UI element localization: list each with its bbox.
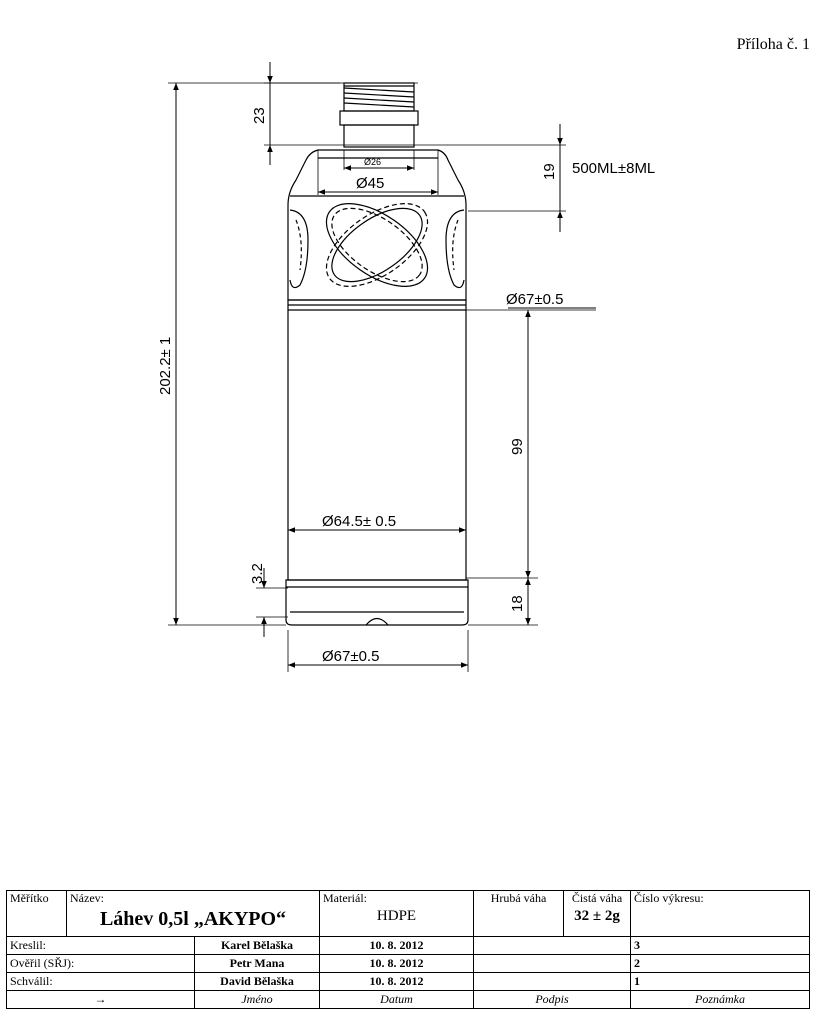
name-cell xyxy=(67,891,320,937)
label-volume: 500ML±8ML xyxy=(572,160,656,177)
net-weight-value: 32 ± 2g xyxy=(574,908,620,924)
extension-lines xyxy=(168,83,596,672)
dimension-lines xyxy=(176,62,596,665)
neck-thread xyxy=(344,83,414,111)
label-inner-diameter: Ø26 xyxy=(364,157,382,167)
shoulder xyxy=(288,150,466,300)
signature-cell xyxy=(474,973,631,991)
signature-cell xyxy=(474,955,631,973)
footer-date: Datum xyxy=(320,991,474,1009)
label-neck-height: 23 xyxy=(251,107,268,124)
arrow-icon: → xyxy=(7,991,195,1009)
approval-row xyxy=(7,973,810,991)
label-base-diameter: Ø67±0.5 xyxy=(322,648,380,665)
role-cell: Ověřil (SŘJ): xyxy=(7,955,195,973)
name-label: Název: xyxy=(70,891,104,905)
person-name: Karel Bělaška xyxy=(195,937,320,955)
right-grip-inner xyxy=(453,220,458,270)
bottle-body xyxy=(288,300,466,580)
person-name: David Bělaška xyxy=(195,973,320,991)
dimension-labels xyxy=(157,107,655,665)
material-value: HDPE xyxy=(376,908,417,924)
approval-date: 10. 8. 2012 xyxy=(320,973,474,991)
name-value: Láhev 0,5l „AKYPO“ xyxy=(99,908,287,930)
footer-row xyxy=(7,991,810,1009)
drawing-number-cell xyxy=(631,891,810,937)
label-neck-diameter: Ø45 xyxy=(356,175,385,192)
net-weight-label: Čistá váha xyxy=(571,891,623,905)
title-block xyxy=(6,890,810,1009)
footer-note: Poznámka xyxy=(631,991,810,1009)
revision-index: 2 xyxy=(631,955,810,973)
approval-date: 10. 8. 2012 xyxy=(320,937,474,955)
neck-ring xyxy=(340,111,418,125)
material-label: Materiál: xyxy=(323,891,367,905)
decor-ellipse-2 xyxy=(312,187,441,303)
label-straight-section: 99 xyxy=(509,438,526,455)
gross-weight-label: Hrubá váha xyxy=(490,891,547,905)
drawing-number-label: Číslo výkresu: xyxy=(634,891,704,905)
approval-date: 10. 8. 2012 xyxy=(320,955,474,973)
gross-weight-cell xyxy=(474,891,564,937)
signature-cell xyxy=(474,937,631,955)
attachment-label: Příloha č. 1 xyxy=(736,36,810,53)
footer-name: Jméno xyxy=(195,991,320,1009)
label-base-step: 3.2 xyxy=(249,563,266,584)
scale-cell xyxy=(7,891,67,937)
neck-collar xyxy=(344,125,414,147)
person-name: Petr Mana xyxy=(195,955,320,973)
revision-index: 3 xyxy=(631,937,810,955)
right-grip xyxy=(446,210,464,288)
label-shoulder-height: 19 xyxy=(541,163,558,180)
scale-label: Měřítko xyxy=(10,891,49,905)
label-total-height: 202.2± 1 xyxy=(157,336,174,395)
left-grip xyxy=(290,210,308,288)
approval-row xyxy=(7,955,810,973)
revision-index: 1 xyxy=(631,973,810,991)
footer-signature: Podpis xyxy=(474,991,631,1009)
role-cell: Kreslil: xyxy=(7,937,195,955)
label-body-diameter: Ø64.5± 0.5 xyxy=(322,513,397,530)
decor-ellipse-1 xyxy=(312,187,441,303)
net-weight-cell xyxy=(564,891,631,937)
material-cell xyxy=(320,891,474,937)
left-grip-inner xyxy=(296,220,301,270)
label-base-height: 18 xyxy=(509,595,526,612)
approval-row xyxy=(7,937,810,955)
role-cell: Schválil: xyxy=(7,973,195,991)
label-body-top-diameter: Ø67±0.5 xyxy=(506,291,564,308)
